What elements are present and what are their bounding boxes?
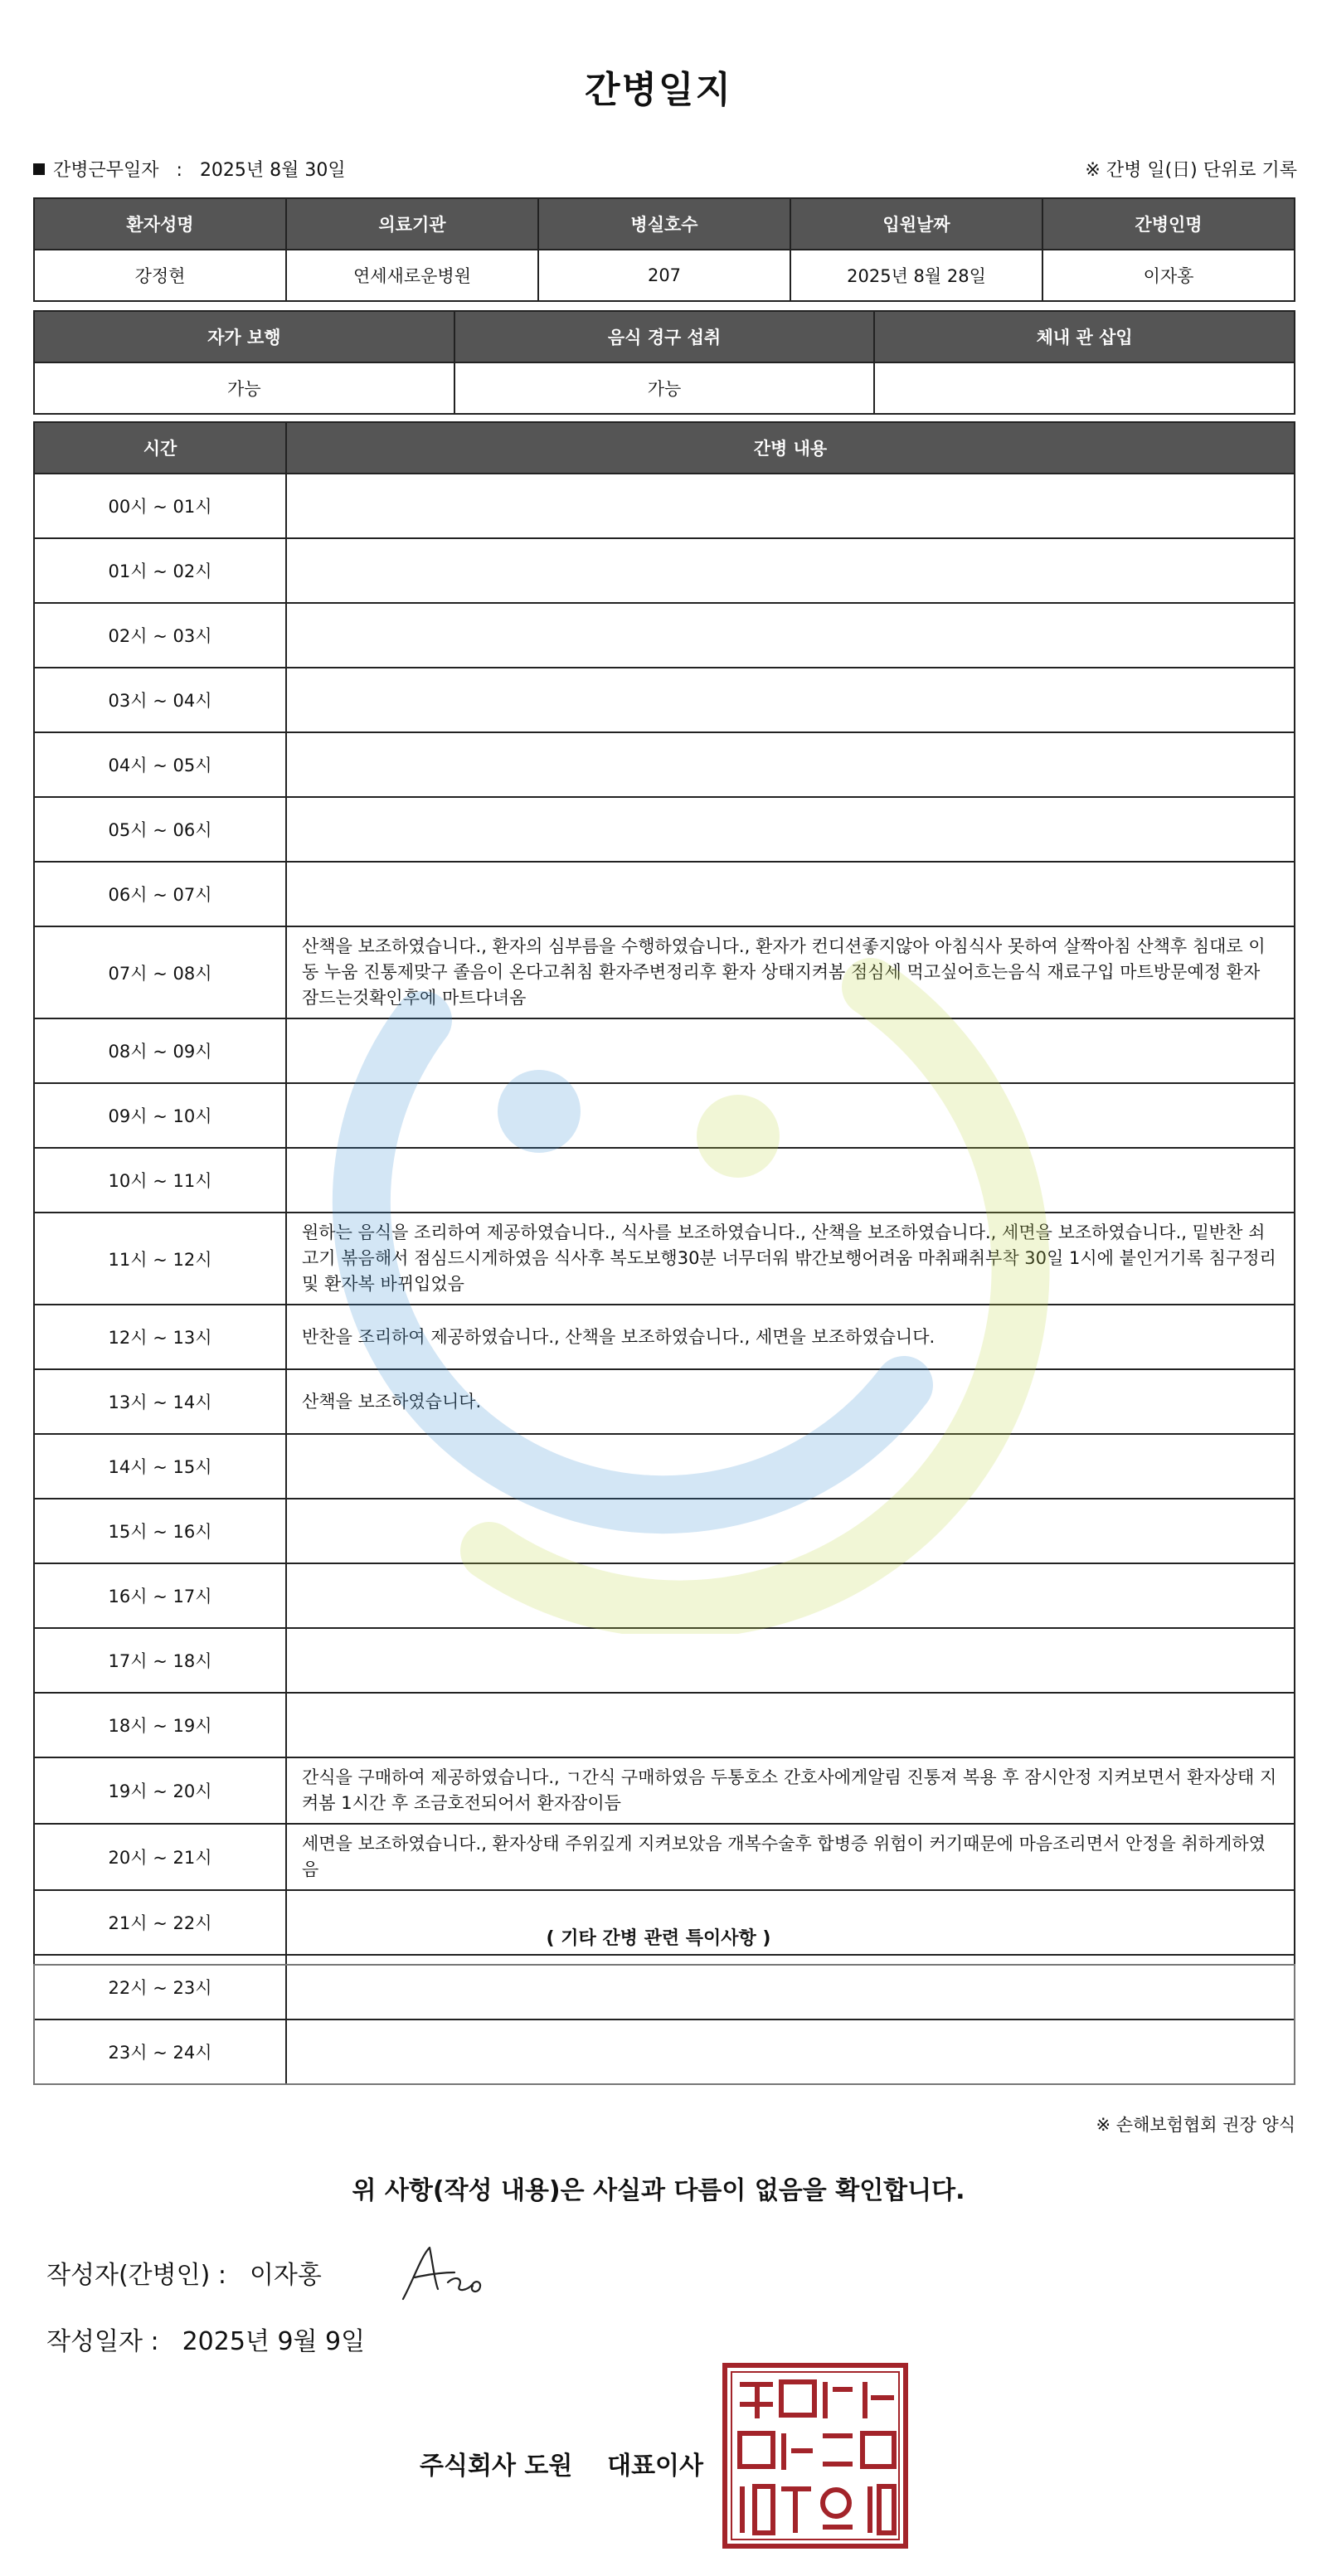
company-seal-stamp <box>722 2362 909 2549</box>
patient-info-table <box>33 197 1295 302</box>
care-log-time: 14시 ~ 15시 <box>34 1434 286 1499</box>
care-log-row <box>34 1563 1295 1628</box>
care-log-time: 00시 ~ 01시 <box>34 474 286 538</box>
seal-glyph <box>755 2486 773 2533</box>
care-log-table <box>33 421 1295 2085</box>
patient-info-header-row <box>34 198 1295 250</box>
header-patient-name: 환자성명 <box>34 198 286 250</box>
care-log-row <box>34 1148 1295 1213</box>
care-log-content <box>286 1018 1295 1083</box>
admission-date: 2025년 8월 28일 <box>790 250 1042 301</box>
seal-glyph <box>740 2433 773 2467</box>
seal-glyph <box>755 2382 760 2418</box>
header-time: 시간 <box>34 422 286 474</box>
care-log-time: 02시 ~ 03시 <box>34 603 286 668</box>
document-title: 간병일지 <box>584 69 732 111</box>
bullet-square-icon <box>33 163 45 175</box>
seal-glyph <box>740 2486 745 2533</box>
signature-stroke <box>403 2248 480 2299</box>
header-tube-insertion: 체내 관 삽입 <box>874 311 1295 362</box>
care-log-row <box>34 1369 1295 1434</box>
care-log-content <box>286 474 1295 538</box>
header-admission-date: 입원날짜 <box>790 198 1042 250</box>
handwritten-signature <box>396 2239 496 2306</box>
care-log-time: 12시 ~ 13시 <box>34 1305 286 1369</box>
patient-name: 강정현 <box>34 250 286 301</box>
confirmation-statement: 위 사항(작성 내용)은 사실과 다름이 없음을 확인합니다. <box>352 2176 965 2205</box>
company-representative: 주식회사 도원 대표이사 <box>420 2452 704 2481</box>
care-log-content: 산책을 보조하였습니다., 환자의 심부름을 수행하였습니다., 환자가 컨디션좋지않아 아침식사 못하여 살짝아침 산책후 침대로 이동 누움 진통제맞구 졸음이 온다고취침 환자주변정리후 환자 상태지켜봄 점심세 먹고싶어흐는음식 재료구입 마트방문예정 환자 잠드는것확인후에 마트다녀옴 <box>286 926 1295 1018</box>
care-log-row <box>34 1628 1295 1693</box>
care-log-header-row <box>34 422 1295 474</box>
care-log-time: 22시 ~ 23시 <box>34 1955 286 2019</box>
ability-value-row <box>34 362 1295 414</box>
seal-glyph <box>867 2486 872 2533</box>
work-date-label: 간병근무일자 <box>53 160 159 181</box>
hospital-name: 연세새로운병원 <box>286 250 538 301</box>
other-notes-box <box>33 1964 1295 2085</box>
care-log-time: 18시 ~ 19시 <box>34 1693 286 1757</box>
care-log-content <box>286 1563 1295 1628</box>
seal-glyph <box>781 2433 786 2470</box>
care-log-content <box>286 797 1295 862</box>
seal-glyph <box>793 2486 798 2533</box>
care-log-row <box>34 1434 1295 1499</box>
self-walking-value: 가능 <box>34 362 454 414</box>
care-log-time: 03시 ~ 04시 <box>34 668 286 732</box>
writer-name: 이자홍 <box>249 2261 322 2290</box>
work-date-value: 2025년 8월 30일 <box>199 160 346 181</box>
form-source-note: ※ 손해보험협회 권장 양식 <box>1096 2115 1295 2135</box>
care-log-time: 20시 ~ 21시 <box>34 1824 286 1890</box>
seal-glyph <box>781 2382 814 2415</box>
care-log-row <box>34 1083 1295 1148</box>
care-log-content <box>286 732 1295 797</box>
header-care-content: 간병 내용 <box>286 422 1295 474</box>
write-date-label: 작성일자 : <box>46 2327 159 2356</box>
care-log-content <box>286 668 1295 732</box>
tube-insertion-value <box>874 362 1295 414</box>
patient-ability-table <box>33 310 1295 415</box>
seal-glyphs <box>740 2382 894 2533</box>
care-log-content: 반찬을 조리하여 제공하였습니다., 산책을 보조하였습니다., 세면을 보조하였습니다. <box>286 1305 1295 1369</box>
patient-info-value-row <box>34 250 1295 301</box>
care-log-content: 세면을 보조하였습니다., 환자상태 주위깊게 지켜보았음 개복수술후 합병증 위험이 커기때문에 마음조리면서 안정을 취하게하였음 <box>286 1824 1295 1890</box>
header-room-number: 병실호수 <box>538 198 790 250</box>
care-log-content <box>286 1083 1295 1148</box>
write-date-value: 2025년 9월 9일 <box>182 2327 366 2356</box>
seal-glyph <box>823 2525 853 2530</box>
care-log-content <box>286 1693 1295 1757</box>
header-oral-intake: 음식 경구 섭취 <box>454 311 875 362</box>
care-log-row <box>34 474 1295 538</box>
seal-glyph <box>740 2402 773 2407</box>
care-log-time: 13시 ~ 14시 <box>34 1369 286 1434</box>
care-log-row <box>34 926 1295 1018</box>
care-log-time: 19시 ~ 20시 <box>34 1757 286 1824</box>
care-log-row <box>34 797 1295 862</box>
work-date <box>33 156 346 182</box>
care-log-row <box>34 1213 1295 1305</box>
care-log-row <box>34 862 1295 926</box>
writer-label: 작성자(간병인) : <box>46 2261 226 2290</box>
other-notes-title: ( 기타 간병 관련 특이사항 ) <box>546 1928 771 1949</box>
care-log-row <box>34 732 1295 797</box>
care-log-time: 08시 ~ 09시 <box>34 1018 286 1083</box>
seal-glyph <box>791 2448 813 2453</box>
care-log-time: 16시 ~ 17시 <box>34 1563 286 1628</box>
care-log-time: 09시 ~ 10시 <box>34 1083 286 1148</box>
caregiver-name: 이자홍 <box>1042 250 1295 301</box>
care-log-content <box>286 1148 1295 1213</box>
care-log-content <box>286 862 1295 926</box>
care-log-content <box>286 538 1295 603</box>
seal-glyph <box>863 2382 867 2418</box>
care-log-row <box>34 1305 1295 1369</box>
care-log-time: 10시 ~ 11시 <box>34 1148 286 1213</box>
seal-glyph <box>823 2382 828 2418</box>
care-log-time: 06시 ~ 07시 <box>34 862 286 926</box>
care-log-row <box>34 1018 1295 1083</box>
header-hospital: 의료기관 <box>286 198 538 250</box>
seal-glyph <box>879 2486 894 2533</box>
care-log-content <box>286 1499 1295 1563</box>
write-date-line <box>46 2321 365 2357</box>
care-log-time: 23시 ~ 24시 <box>34 2019 286 2084</box>
ability-header-row <box>34 311 1295 362</box>
care-log-time: 17시 ~ 18시 <box>34 1628 286 1693</box>
daily-unit-note: ※ 간병 일(日) 단위로 기록 <box>1085 160 1297 181</box>
care-log-time: 11시 ~ 12시 <box>34 1213 286 1305</box>
care-log-row <box>34 1757 1295 1824</box>
care-log-content <box>286 603 1295 668</box>
seal-glyph <box>871 2395 894 2400</box>
care-log-row <box>34 1693 1295 1757</box>
header-self-walking: 자가 보행 <box>34 311 454 362</box>
care-log-content <box>286 1434 1295 1499</box>
care-log-time: 21시 ~ 22시 <box>34 1890 286 1955</box>
care-log-row <box>34 1499 1295 1563</box>
care-log-content <box>286 1628 1295 1693</box>
seal-glyph <box>823 2433 853 2438</box>
care-log-body <box>34 474 1295 2084</box>
care-log-time: 15시 ~ 16시 <box>34 1499 286 1563</box>
care-log-time: 04시 ~ 05시 <box>34 732 286 797</box>
seal-glyph <box>863 2433 894 2467</box>
care-log-row <box>34 538 1295 603</box>
care-log-row <box>34 603 1295 668</box>
care-log-time: 01시 ~ 02시 <box>34 538 286 603</box>
care-log-time: 05시 ~ 06시 <box>34 797 286 862</box>
seal-glyph <box>833 2387 853 2392</box>
care-log-content: 산책을 보조하였습니다. <box>286 1369 1295 1434</box>
oral-intake-value: 가능 <box>454 362 875 414</box>
seal-glyph <box>823 2462 853 2467</box>
header-caregiver-name: 간병인명 <box>1042 198 1295 250</box>
care-log-content: 원하는 음식을 조리하여 제공하였습니다., 식사를 보조하였습니다., 산책을 보조하였습니다., 세면을 보조하였습니다., 밑반찬 쇠고기 볶음해서 점심드시게하였음 식사후 복도보행30분 너무더워 밖간보행어려움 마취패취부착 30일 1시에 붙인거기록 침구정리 및 환자복 바뀌입었음 <box>286 1213 1295 1305</box>
room-number: 207 <box>538 250 790 301</box>
care-log-row <box>34 668 1295 732</box>
care-log-row <box>34 1824 1295 1890</box>
writer-line <box>46 2254 322 2291</box>
work-date-separator: : <box>176 160 182 181</box>
seal-glyph <box>823 2490 849 2516</box>
care-log-time: 07시 ~ 08시 <box>34 926 286 1018</box>
care-log-content: 간식을 구매하여 제공하였습니다., ㄱ간식 구매하였음 두통호소 간호사에게알림 진통져 복용 후 잠시안정 지켜보면서 환자상태 지켜봄 1시간 후 조금호전되어서 환자잠이듬 <box>286 1757 1295 1824</box>
